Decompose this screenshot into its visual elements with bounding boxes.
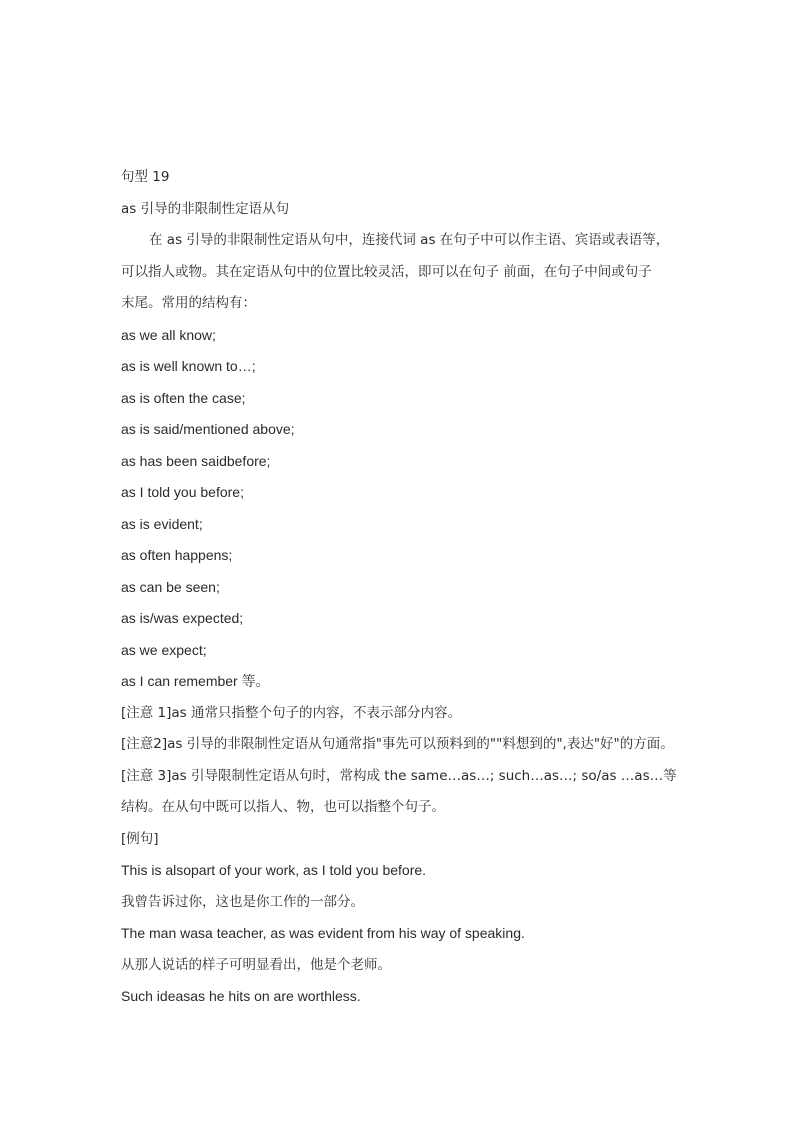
structure-item: as is often the case;	[121, 389, 246, 406]
structure-item: as I can remember 等。	[121, 673, 270, 689]
structure-item: as is/was expected;	[121, 610, 244, 626]
example-sentence: This is alsopart of your work, as I told you before.	[121, 862, 427, 878]
examples-heading: [例句]	[121, 830, 159, 847]
note-line: [注意2]as 引导的非限制性定语从句通常指"事先可以预料到的""料想到的",表达"好"的方面。	[121, 736, 674, 752]
structure-item: as is well known to…;	[121, 358, 256, 374]
intro-line: 可以指人或物。其在定语从句中的位置比较灵活，即可以在句子 前面，在句子中间或句子	[121, 263, 652, 280]
example-translation: 我曾告诉过你，这也是你工作的一部分。	[121, 893, 364, 910]
structure-item: as has been saidbefore;	[121, 452, 271, 469]
structure-item: as is evident;	[121, 515, 203, 532]
example-translation: 从那人说话的样子可明显看出，他是个老师。	[121, 956, 391, 973]
intro-line: 末尾。常用的结构有：	[121, 295, 256, 311]
example-sentence: Such ideasas he hits on are worthless.	[121, 988, 361, 1004]
document-body	[121, 162, 681, 1013]
structure-item: as can be seen;	[121, 578, 220, 595]
section-title: 句型 19	[121, 169, 170, 185]
structure-item: as we all know;	[121, 326, 216, 343]
structure-item: as I told you before;	[121, 484, 244, 500]
note-line: [注意 1]as 通常只指整个句子的内容，不表示部分内容。	[121, 704, 462, 721]
example-sentence: The man wasa teacher, as was evident from his way of speaking.	[121, 925, 525, 941]
structure-item: as often happens;	[121, 547, 233, 563]
section-subtitle: as 引导的非限制性定语从句	[121, 200, 290, 217]
note-line: 结构。在从句中既可以指人、物，也可以指整个句子。	[121, 799, 445, 815]
structure-item: as is said/mentioned above;	[121, 421, 295, 437]
structure-item: as we expect;	[121, 641, 207, 658]
note-line: [注意 3]as 引导限制性定语从句时，常构成 the same…as…; such…as…; so/as …as…等	[121, 767, 677, 784]
intro-line: 在 as 引导的非限制性定语从句中，连接代词 as 在句子中可以作主语、宾语或表语等，	[149, 232, 670, 248]
